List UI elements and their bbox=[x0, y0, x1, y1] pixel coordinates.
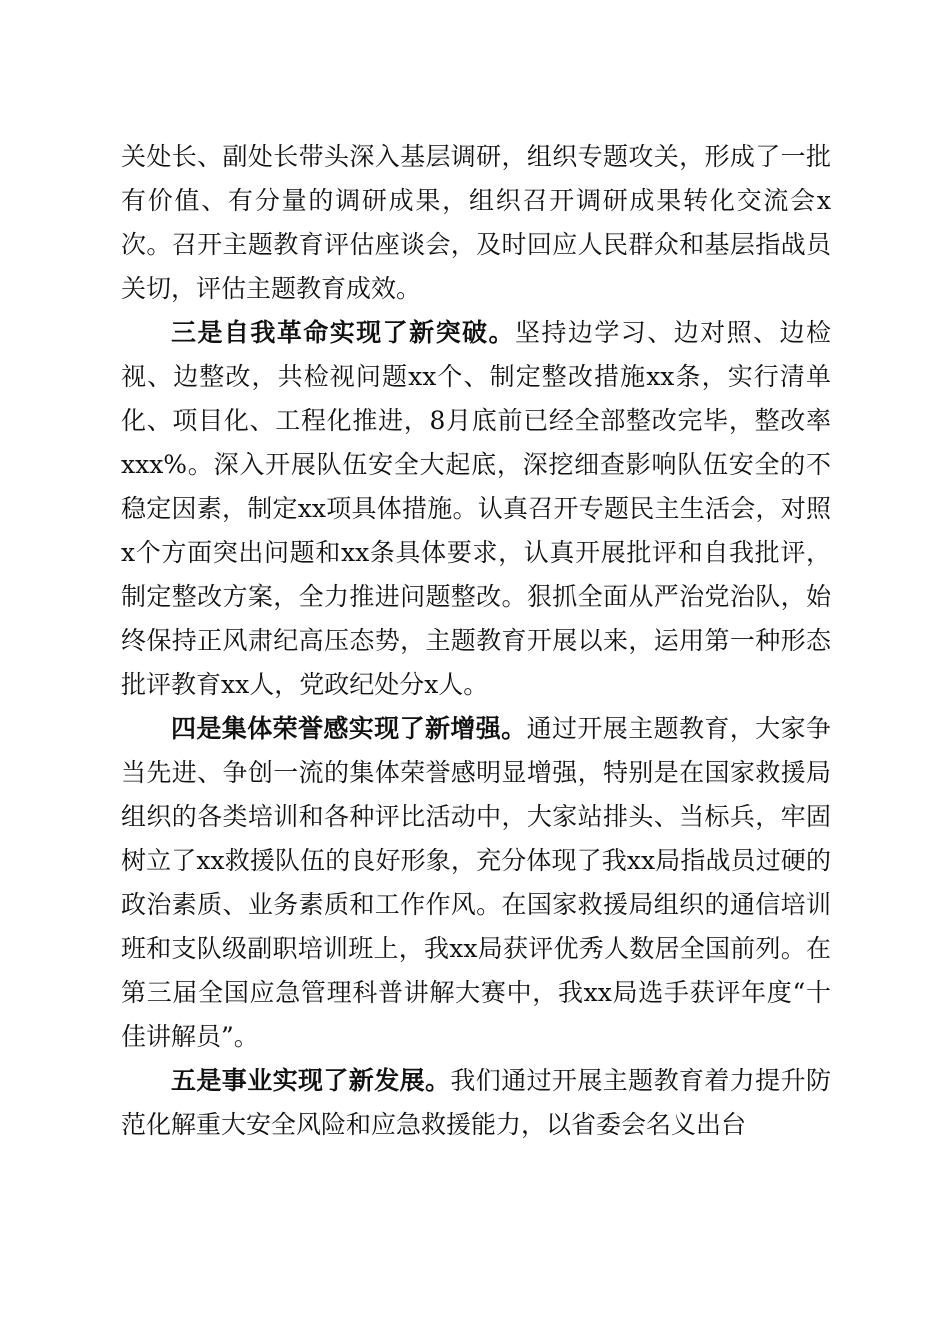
paragraph-self-revolution bbox=[121, 311, 831, 707]
paragraph-text: 坚持边学习、边对照、边检视、边整改，共检视问题xx个、制定整改措施xx条，实行清单化、项目化、工程化推进，8月底前已经全部整改完毕，整改率xxx%。深入开展队伍安全大起底，深挖细查影响队伍安全的不稳定因素，制定xx项具体措施。认真召开专题民主生活会，对照x个方面突出问题和xx条具体要求，认真开展批评和自我批评，制定整改方案，全力推进问题整改。狠抓全面从严治党治队，始终保持正风肃纪高压态势，主题教育开展以来，运用第一种形态批评教育xx人，党政纪处分x人。 bbox=[121, 318, 831, 699]
paragraph-text: 关处长、副处长带头深入基层调研，组织专题攻关，形成了一批有价值、有分量的调研成果，组织召开调研成果转化交流会x次。召开主题教育评估座谈会，及时回应人民群众和基层指战员关切，评估主题教育成效。 bbox=[121, 142, 831, 303]
paragraph-lead: 五是事业实现了新发展。 bbox=[171, 1066, 451, 1095]
paragraph-collective-honor bbox=[121, 707, 831, 1059]
paragraph-new-development bbox=[121, 1059, 831, 1147]
paragraph-text: 我们通过开展主题教育着力提升防范化解重大安全风险和应急救援能力，以省委会名义出台 bbox=[121, 1066, 831, 1139]
paragraph-research-continuation bbox=[121, 135, 831, 311]
paragraph-lead: 四是集体荣誉感实现了新增强。 bbox=[171, 714, 527, 743]
paragraph-text: 通过开展主题教育，大家争当先进、争创一流的集体荣誉感明显增强，特别是在国家救援局组织的各类培训和各种评比活动中，大家站排头、当标兵，牢固树立了xx救援队伍的良好形象，充分体现了我xx局指战员过硬的政治素质、业务素质和工作作风。在国家救援局组织的通信培训班和支队级副职培训班上，我xx局获评优秀人数居全国前列。在第三届全国应急管理科普讲解大赛中，我xx局选手获评年度“十佳讲解员”。 bbox=[121, 714, 831, 1051]
paragraph-lead: 三是自我革命实现了新突破。 bbox=[171, 318, 515, 347]
document-body bbox=[121, 135, 831, 1147]
